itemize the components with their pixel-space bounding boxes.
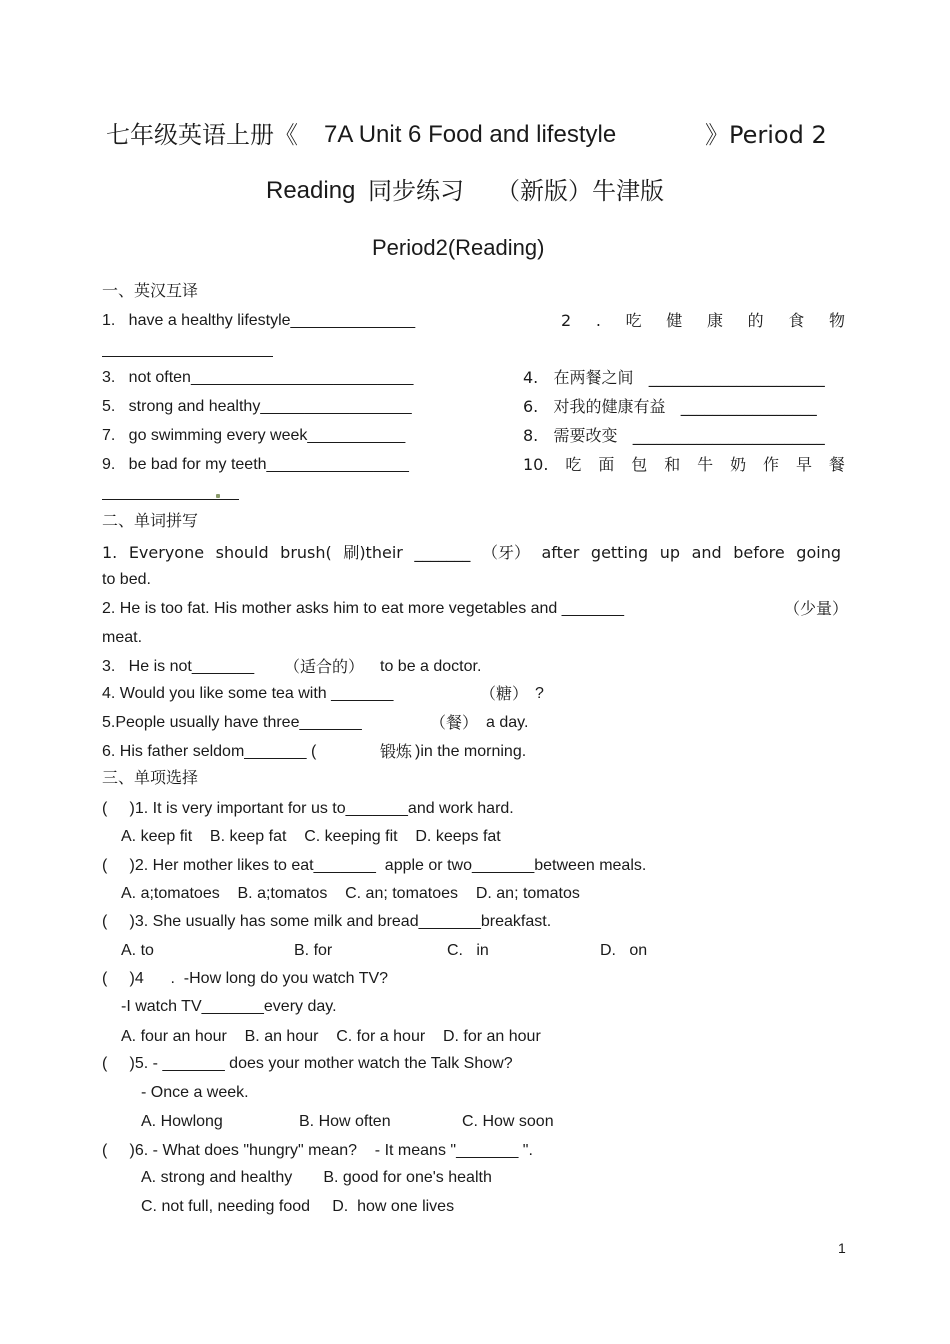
- s3-q1-options: A. keep fit B. keep fat C. keeping fit D. keeps fat: [121, 828, 501, 845]
- s1-item-9: 9. be bad for my teeth________________: [102, 456, 409, 473]
- s3-q2-options: A. a;tomatoes B. a;tomatos C. an; tomatoes D. an; tomatos: [121, 885, 580, 902]
- title-line2-practice: 同步练习: [368, 177, 464, 205]
- s2-q5: 5.People usually have three_______: [102, 714, 362, 731]
- s2-q1-cont: to bed.: [102, 571, 151, 588]
- ink-speck: [216, 494, 220, 498]
- s1-item-2-blank: [102, 356, 273, 357]
- title-line1-prefix: 七年级英语上册《: [106, 121, 298, 149]
- s2-q6: 6. His father seldom_______ (: [102, 743, 317, 760]
- s1-item-3: 3. not often_________________________: [102, 369, 414, 386]
- s2-q2-cont: meat.: [102, 629, 143, 646]
- s1-item-8: 8. 需要改变 ________________________: [523, 426, 825, 445]
- s2-q6-hint: 锻炼: [380, 742, 413, 761]
- s2-q4-hint: （糖）: [480, 684, 529, 703]
- s3-q5-option-a: A. Howlong: [141, 1113, 223, 1130]
- s1-item-1: 1. have a healthy lifestyle______________: [102, 312, 416, 329]
- s3-q5-answer-line: - Once a week.: [141, 1084, 249, 1101]
- s3-q6: ( )6. - What does "hungry" mean? - It means "_______ ".: [102, 1142, 533, 1159]
- s2-q3-hint: （适合的）: [284, 657, 365, 676]
- s3-q4-options: A. four an hour B. an hour C. for a hour D. for an hour: [121, 1028, 541, 1045]
- s2-q4-cont: ?: [535, 685, 544, 702]
- s3-q6-options-row1: A. strong and healthy B. good for one's health: [141, 1169, 492, 1186]
- s1-item-4: 4. 在两餐之间 ______________________: [523, 368, 825, 387]
- s1-item-6: 6. 对我的健康有益 _________________: [523, 397, 817, 416]
- s2-q2: 2. He is too fat. His mother asks him to eat more vegetables and _______: [102, 600, 625, 617]
- s2-q4: 4. Would you like some tea with _______: [102, 685, 394, 702]
- s3-q1: ( )1. It is very important for us to_______and work hard.: [102, 800, 514, 817]
- s2-q3: 3. He is not_______: [102, 658, 255, 675]
- s1-item-2: 2 . 吃 健 康 的 食 物: [561, 311, 845, 330]
- section1-heading: 一、英汉互译: [102, 281, 199, 300]
- s3-q3-option-a: A. to: [121, 942, 154, 959]
- s3-q6-options-row2: C. not full, needing food D. how one lives: [141, 1198, 455, 1215]
- s2-q6-cont: )in the morning.: [415, 743, 527, 760]
- title-line1-unit: 7A Unit 6 Food and lifestyle: [324, 121, 617, 148]
- section2-heading: 二、单词拼写: [102, 511, 199, 530]
- s3-q4-answer-line: -I watch TV_______every day.: [121, 998, 337, 1015]
- s3-q3-option-c: C. in: [447, 942, 489, 959]
- s1-item-7: 7. go swimming every week___________: [102, 427, 406, 444]
- s2-q5-cont: a day.: [486, 714, 529, 731]
- title-line2-reading: Reading: [266, 177, 356, 204]
- s3-q4: ( )4 . -How long do you watch TV?: [102, 970, 389, 987]
- s3-q3: ( )3. She usually has some milk and bread_______breakfast.: [102, 913, 552, 930]
- title-line2-edition: （新版）牛津版: [496, 177, 664, 205]
- s3-q3-option-b: B. for: [294, 942, 333, 959]
- s1-item-5: 5. strong and healthy_________________: [102, 398, 412, 415]
- s3-q2: ( )2. Her mother likes to eat_______ apple or two_______between meals.: [102, 857, 647, 874]
- s3-q5-option-c: C. How soon: [462, 1113, 554, 1130]
- page-subtitle: Period2(Reading): [372, 235, 545, 260]
- s1-item-10-blank: [102, 499, 239, 500]
- title-line1-period: 》Period 2: [705, 121, 827, 149]
- s1-item-10: 10. 吃 面 包 和 牛 奶 作 早 餐: [523, 455, 845, 474]
- s2-q5-hint: （餐）: [430, 713, 479, 732]
- s2-q1: 1. Everyone should brush( 刷)their _______ （牙） after getting up and before going: [102, 543, 841, 562]
- s2-q2-hint: （少量）: [784, 599, 849, 618]
- s3-q5-option-b: B. How often: [299, 1113, 391, 1130]
- page-number: 1: [838, 1240, 846, 1256]
- section3-heading: 三、单项选择: [102, 768, 199, 787]
- s3-q3-option-d: D. on: [600, 942, 648, 959]
- s3-q5: ( )5. - _______ does your mother watch the Talk Show?: [102, 1055, 513, 1072]
- s2-q3-cont: to be a doctor.: [380, 658, 482, 675]
